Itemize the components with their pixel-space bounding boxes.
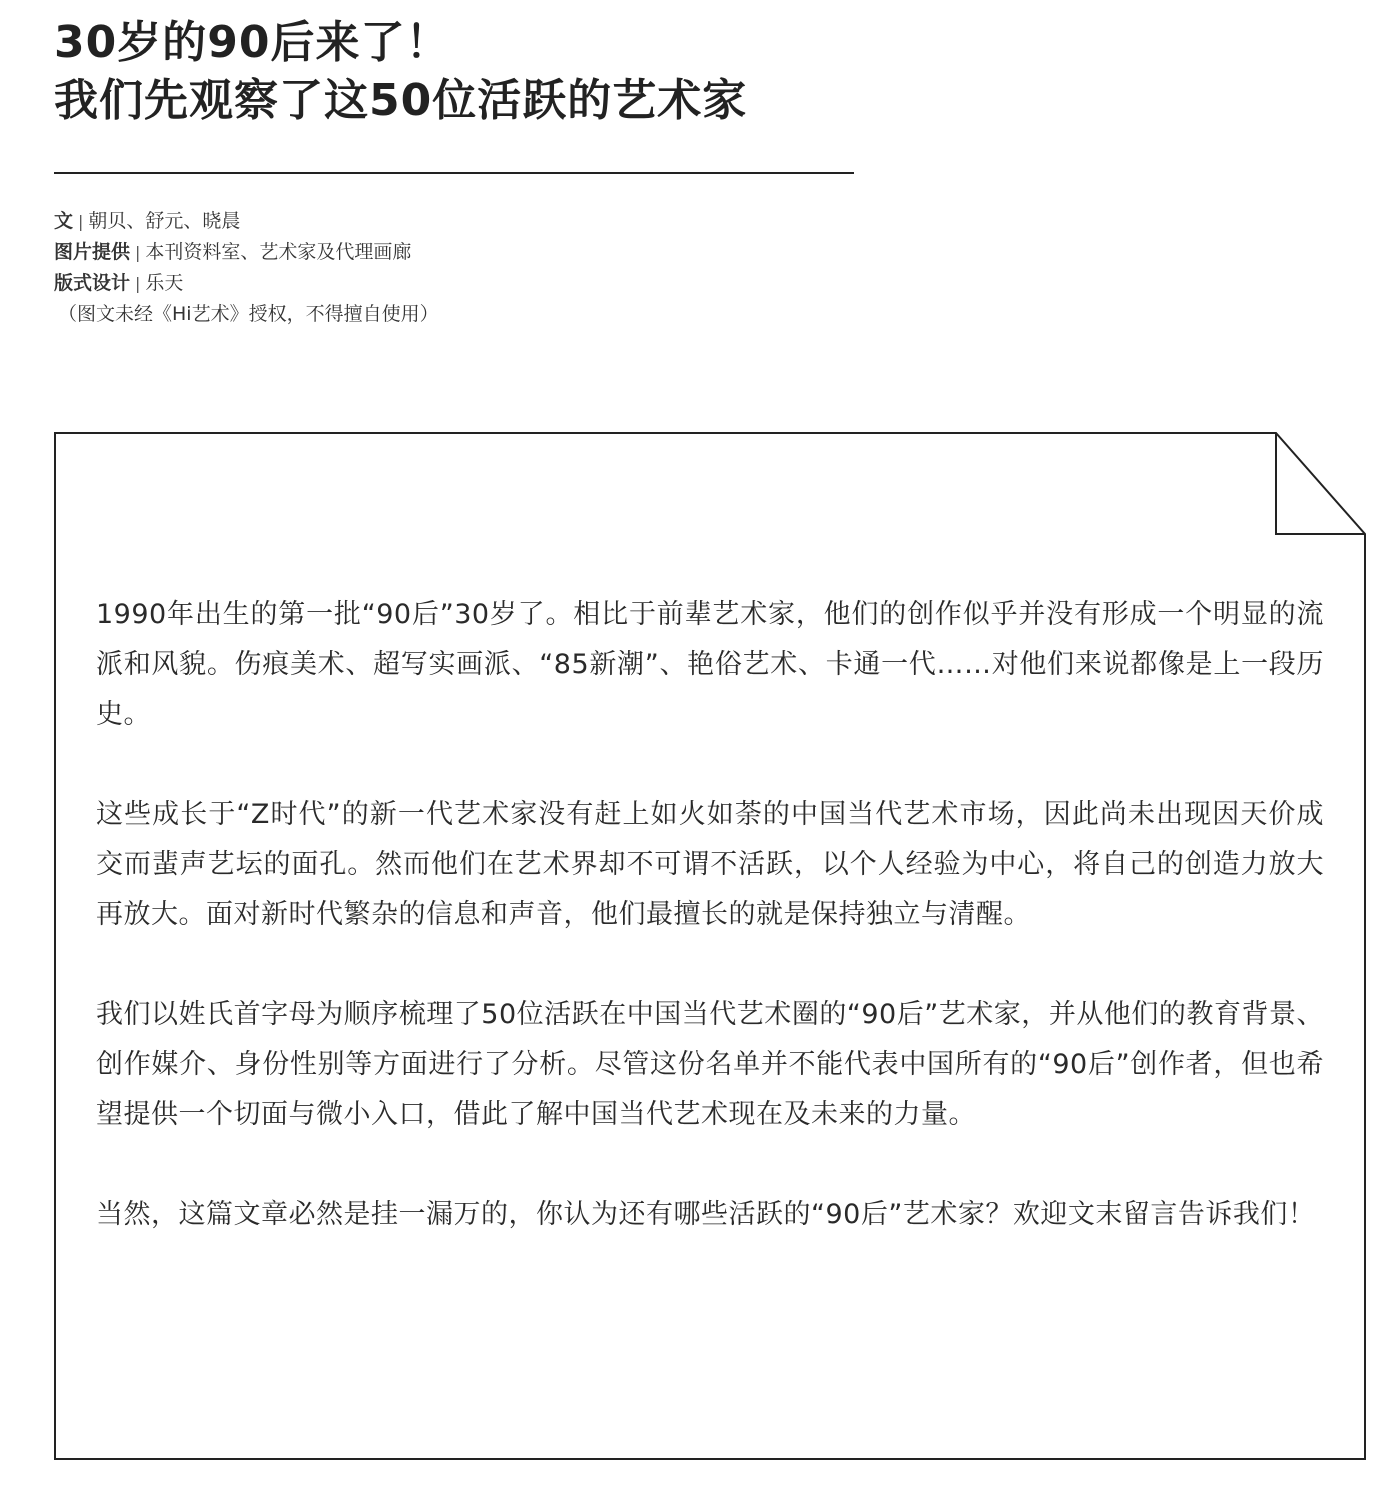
credits-block: [54, 206, 439, 329]
article-title-line-1: 30岁的90后来了！: [54, 17, 451, 68]
intro-paragraph: 我们以姓氏首字母为顺序梳理了50位活跃在中国当代艺术圈的“90后”艺术家，并从他们的教育背景、创作媒介、身份性别等方面进行了分析。尽管这份名单并不能代表中国所有的“90后”创作者，但也希望提供一个切面与微小入口，借此了解中国当代艺术现在及未来的力量。: [96, 999, 1324, 1130]
credit-images-value: 本刊资料室、艺术家及代理画廊: [145, 241, 412, 263]
credit-separator: |: [135, 243, 141, 262]
credit-text-row: [54, 206, 439, 237]
article-title-line-2: 我们先观察了这50位活跃的艺术家: [54, 75, 748, 126]
credit-separator: |: [135, 274, 141, 293]
title-divider: [54, 172, 854, 174]
credit-images-row: [54, 237, 439, 268]
intro-paragraph: 1990年出生的第一批“90后”30岁了。相比于前辈艺术家，他们的创作似乎并没有形成一个明显的流派和风貌。伤痕美术、超写实画派、“85新潮”、艳俗艺术、卡通一代……对他们来说都像是上一段历史。: [96, 599, 1324, 730]
intro-paragraph: 这些成长于“Z时代”的新一代艺术家没有赶上如火如荼的中国当代艺术市场，因此尚未出现因天价成交而蜚声艺坛的面孔。然而他们在艺术界却不可谓不活跃，以个人经验为中心，将自己的创造力放大再放大。面对新时代繁杂的信息和声音，他们最擅长的就是保持独立与清醒。: [96, 799, 1324, 930]
credit-text-label: 文: [54, 210, 74, 232]
credit-design-row: [54, 268, 439, 299]
article-header: [54, 14, 1354, 130]
credit-text-value: 朝贝、舒元、晓晨: [88, 210, 241, 232]
intro-body: [96, 590, 1324, 1290]
intro-card: [54, 432, 1366, 1460]
credit-separator: |: [78, 212, 84, 231]
credit-images-label: 图片提供: [54, 241, 131, 263]
intro-paragraph: 当然，这篇文章必然是挂一漏万的，你认为还有哪些活跃的“90后”艺术家？欢迎文末留言告诉我们！: [96, 1199, 1316, 1230]
credit-design-label: 版式设计: [54, 272, 131, 294]
credit-design-value: 乐天: [145, 272, 184, 294]
copyright-notice: （图文未经《Hi艺术》授权，不得擅自使用）: [58, 303, 439, 325]
